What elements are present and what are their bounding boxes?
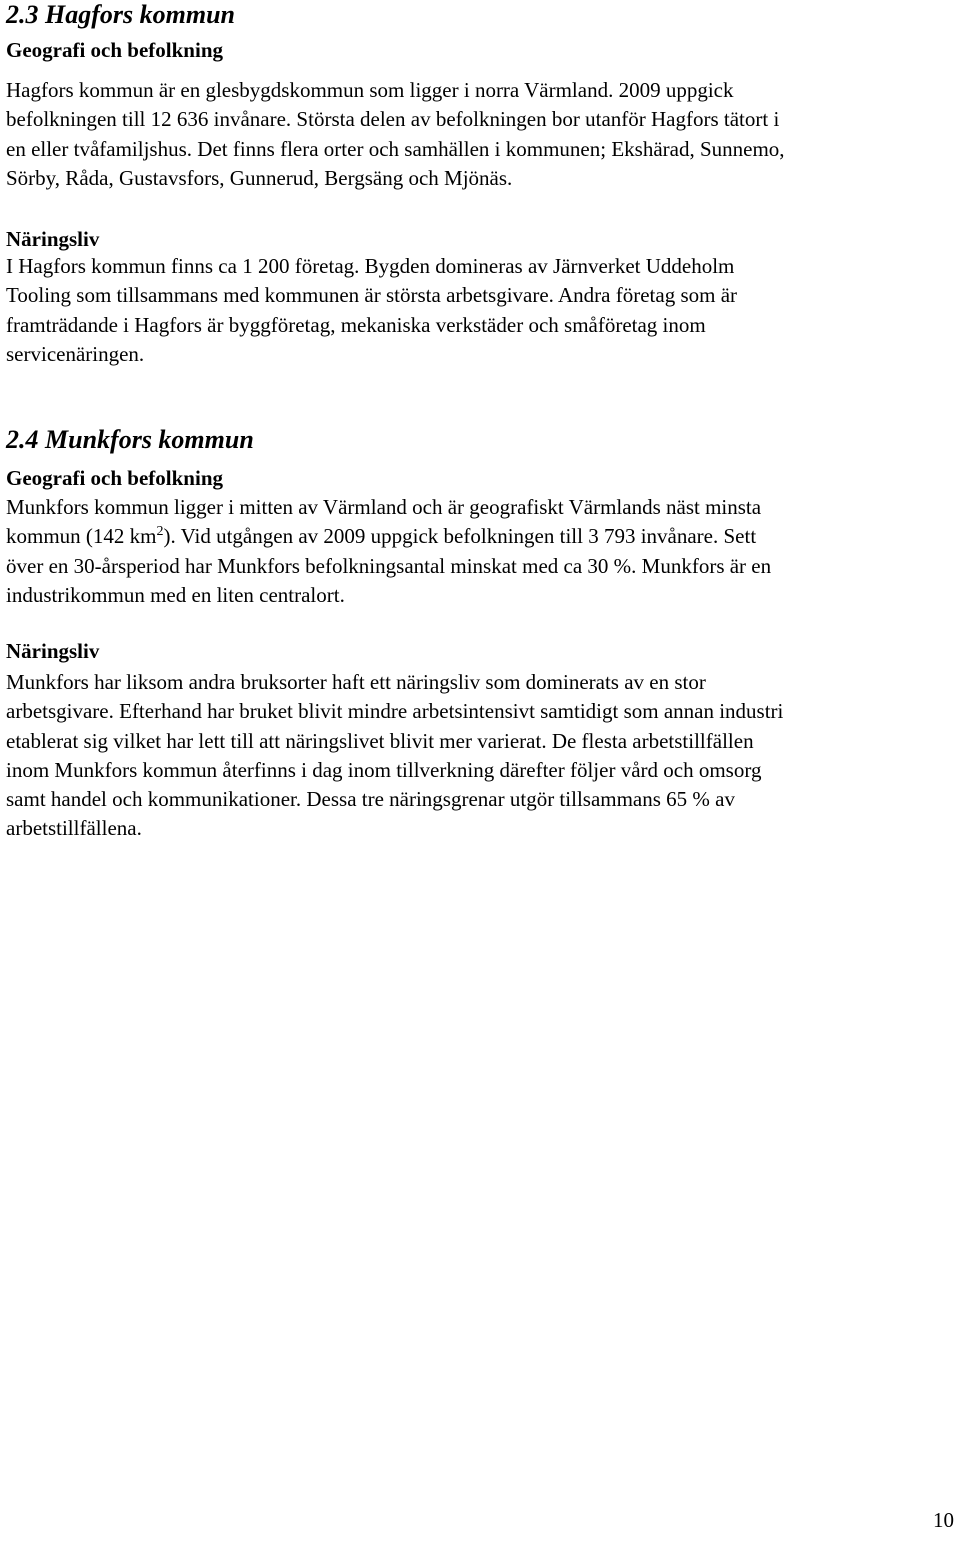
text-line: Sörby, Råda, Gustavsfors, Gunnerud, Bergsäng och Mjönäs. [6,165,513,190]
text-line: etablerat sig vilket har lett till att näringslivet blivit mer varierat. De flesta arbetstillfällen [6,728,754,753]
text-line: en eller tvåfamiljshus. Det finns flera orter och samhällen i kommunen; Ekshärad, Sunnemo, [6,136,785,161]
text-fragment: ). Vid utgången av 2009 uppgick befolkningen till 3 793 invånare. Sett [163,524,757,549]
text-line: framträdande i Hagfors är byggföretag, mekaniska verkstäder och småföretag inom [6,312,706,337]
superscript: 2 [156,524,164,540]
text-line: Hagfors kommun är en glesbygdskommun som ligger i norra Värmland. 2009 uppgick [6,78,734,102]
paragraph-geografi-hagfors [6,76,951,193]
paragraph-naringsliv-munkfors [6,668,951,844]
subheading-geografi-hagfors: Geografi och befolkning [6,38,224,62]
text-fragment: kommun (142 km [6,524,157,549]
text-line: arbetstillfällena. [6,816,142,841]
section-title-munkfors: 2.4 Munkfors kommun [6,425,254,454]
subheading-naringsliv-munkfors: Näringsliv [6,639,100,663]
subheading-naringsliv-hagfors: Näringsliv [6,227,100,251]
text-line: inom Munkfors kommun återfinns i dag inom tillverkning därefter följer vård och omsorg [6,757,762,782]
paragraph-naringsliv-hagfors [6,252,951,369]
text-line: över en 30-årsperiod har Munkfors befolkningsantal minskat med ca 30 %. Munkfors är en [6,553,772,578]
section-title-hagfors: 2.3 Hagfors kommun [6,0,235,29]
text-line: servicenäringen. [6,341,145,366]
subheading-geografi-munkfors: Geografi och befolkning [6,466,224,490]
text-line: Munkfors har liksom andra bruksorter haft ett näringsliv som dominerats av en stor [6,670,706,694]
paragraph-geografi-munkfors [6,493,951,610]
page-number: 10 [933,1508,954,1532]
text-line: befolkningen till 12 636 invånare. Största delen av befolkningen bor utanför Hagfors tätort i [6,107,780,132]
text-line: samt handel och kommunikationer. Dessa tre näringsgrenar utgör tillsammans 65 % av [6,787,735,812]
text-line: Tooling som tillsammans med kommunen är största arbetsgivare. Andra företag som är [6,283,738,308]
text-line [6,522,951,551]
text-line: arbetsgivare. Efterhand har bruket blivit mindre arbetsintensivt samtidigt som annan industri [6,699,784,724]
text-line: I Hagfors kommun finns ca 1 200 företag. Bygden domineras av Järnverket Uddeholm [6,254,735,278]
text-line: industrikommun med en liten centralort. [6,582,345,607]
text-line: Munkfors kommun ligger i mitten av Värmland och är geografiskt Värmlands näst minsta [6,495,762,519]
